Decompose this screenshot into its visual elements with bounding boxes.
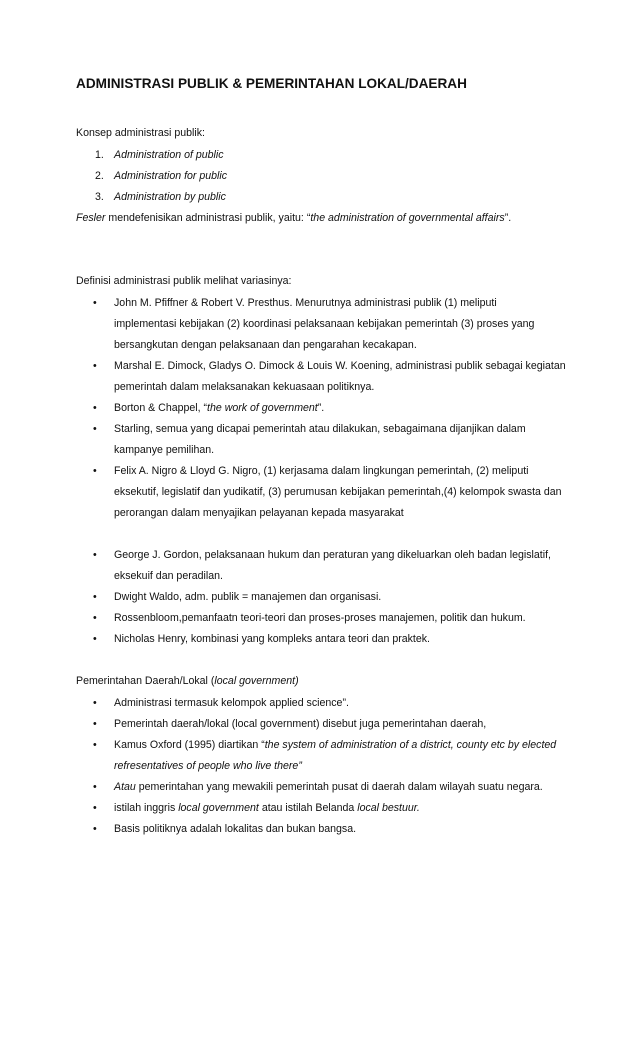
list-item: Dwight Waldo, adm. publik = manajemen dan organisasi. [114,591,382,603]
fesler-text: mendefenisikan administrasi publik, yaitu: “ [105,212,311,224]
list-item-continued: pemerintah dalam melaksanakan kekuasaan politiknya. [114,381,375,393]
list-item: Felix A. Nigro & Lloyd G. Nigro, (1) kerjasama dalam lingkungan pemerintah, (2) meliputi [114,465,529,477]
borton-end: ”. [317,402,325,414]
list-item-continued: eksekuif dan peradilan. [114,570,223,582]
bullet: • [93,297,97,309]
bullet: • [93,802,97,814]
list-item-3 [114,190,226,204]
list-item-continued: eksekutif, legislatif dan yudikatif, (3) perumusan kebijakan pemerintah,(4) kelompok swasta dan [114,486,562,498]
document-title: ADMINISTRASI PUBLIK & PEMERINTAHAN LOKAL/DAERAH [76,76,467,91]
list-item-3-text: Administration by public [114,191,226,203]
istilah-italic-1: local government [178,802,259,814]
borton-quote: the work of government [207,402,318,414]
list-number-3: 3. [95,191,104,203]
list-item [114,738,556,752]
oxford-quote-continued: refresentatives of people who live there” [114,760,302,772]
list-item: Nicholas Henry, kombinasi yang kompleks antara teori dan praktek. [114,633,431,645]
atau-text: pemerintahan yang mewakili pemerintah pusat di daerah dalam wilayah suatu negara. [135,781,543,793]
atau-italic: Atau [114,781,136,793]
bullet: • [93,360,97,372]
borton-text: Borton & Chappel, “ [114,402,208,414]
list-item-1-text: Administration of public [114,149,224,161]
bullet: • [93,697,97,709]
section3-intro [76,674,299,688]
section3-intro-text: Pemerintahan Daerah/Lokal ( [76,675,215,687]
fesler-end: ”. [504,212,512,224]
bullet: • [93,739,97,751]
bullet: • [93,465,97,477]
list-number-2: 2. [95,170,104,182]
bullet: • [93,633,97,645]
list-item [114,780,543,794]
list-item-2-text: Administration for public [114,170,228,182]
bullet: • [93,823,97,835]
section2-intro: Definisi administrasi publik melihat variasinya: [76,275,292,287]
istilah-text: istilah inggris [114,802,179,814]
fesler-definition [76,211,511,225]
section1-intro: Konsep administrasi publik: [76,127,205,139]
list-item-continued [114,759,302,773]
bullet: • [93,402,97,414]
oxford-text: Kamus Oxford (1995) diartikan “ [114,739,265,751]
list-number-1: 1. [95,149,104,161]
list-item: Administrasi termasuk kelompok applied science”. [114,697,349,709]
list-item-continued: implementasi kebijakan (2) koordinasi pelaksanaan kebijakan pemerintah (3) proses yang [114,318,535,330]
list-item: Pemerintah daerah/lokal (local government) disebut juga pemerintahan daerah, [114,718,487,730]
bullet: • [93,591,97,603]
bullet: • [93,781,97,793]
section3-intro-italic: local government) [214,675,299,687]
list-item: Starling, semua yang dicapai pemerintah atau dilakukan, sebagaimana dijanjikan dalam [114,423,526,435]
fesler-name: Fesler [76,212,106,224]
list-item-continued: kampanye pemilihan. [114,444,215,456]
istilah-text-2: atau istilah Belanda [258,802,358,814]
bullet: • [93,423,97,435]
list-item-continued: perorangan dalam menyajikan pelayanan kepada masyarakat [114,507,404,519]
bullet: • [93,549,97,561]
list-item: John M. Pfiffner & Robert V. Presthus. Menurutnya administrasi publik (1) meliputi [114,297,497,309]
bullet: • [93,612,97,624]
list-item [114,801,420,815]
list-item: George J. Gordon, pelaksanaan hukum dan peraturan yang dikeluarkan oleh badan legislatif, [114,549,551,561]
list-item-continued: bersangkutan dengan pelaksanaan dan pengarahan kecakapan. [114,339,417,351]
oxford-quote: the system of administration of a district, county etc by elected [264,739,557,751]
bullet: • [93,718,97,730]
list-item [114,401,324,415]
fesler-quote: the administration of governmental affairs [310,212,505,224]
list-item: Marshal E. Dimock, Gladys O. Dimock & Louis W. Koening, administrasi publik sebagai kegiatan [114,360,566,372]
istilah-italic-2: local bestuur. [357,802,420,814]
list-item: Basis politiknya adalah lokalitas dan bukan bangsa. [114,823,357,835]
list-item: Rossenbloom,pemanfaatn teori-teori dan proses-proses manajemen, politik dan hukum. [114,612,526,624]
list-item-2 [114,169,227,183]
list-item-1 [114,148,224,162]
